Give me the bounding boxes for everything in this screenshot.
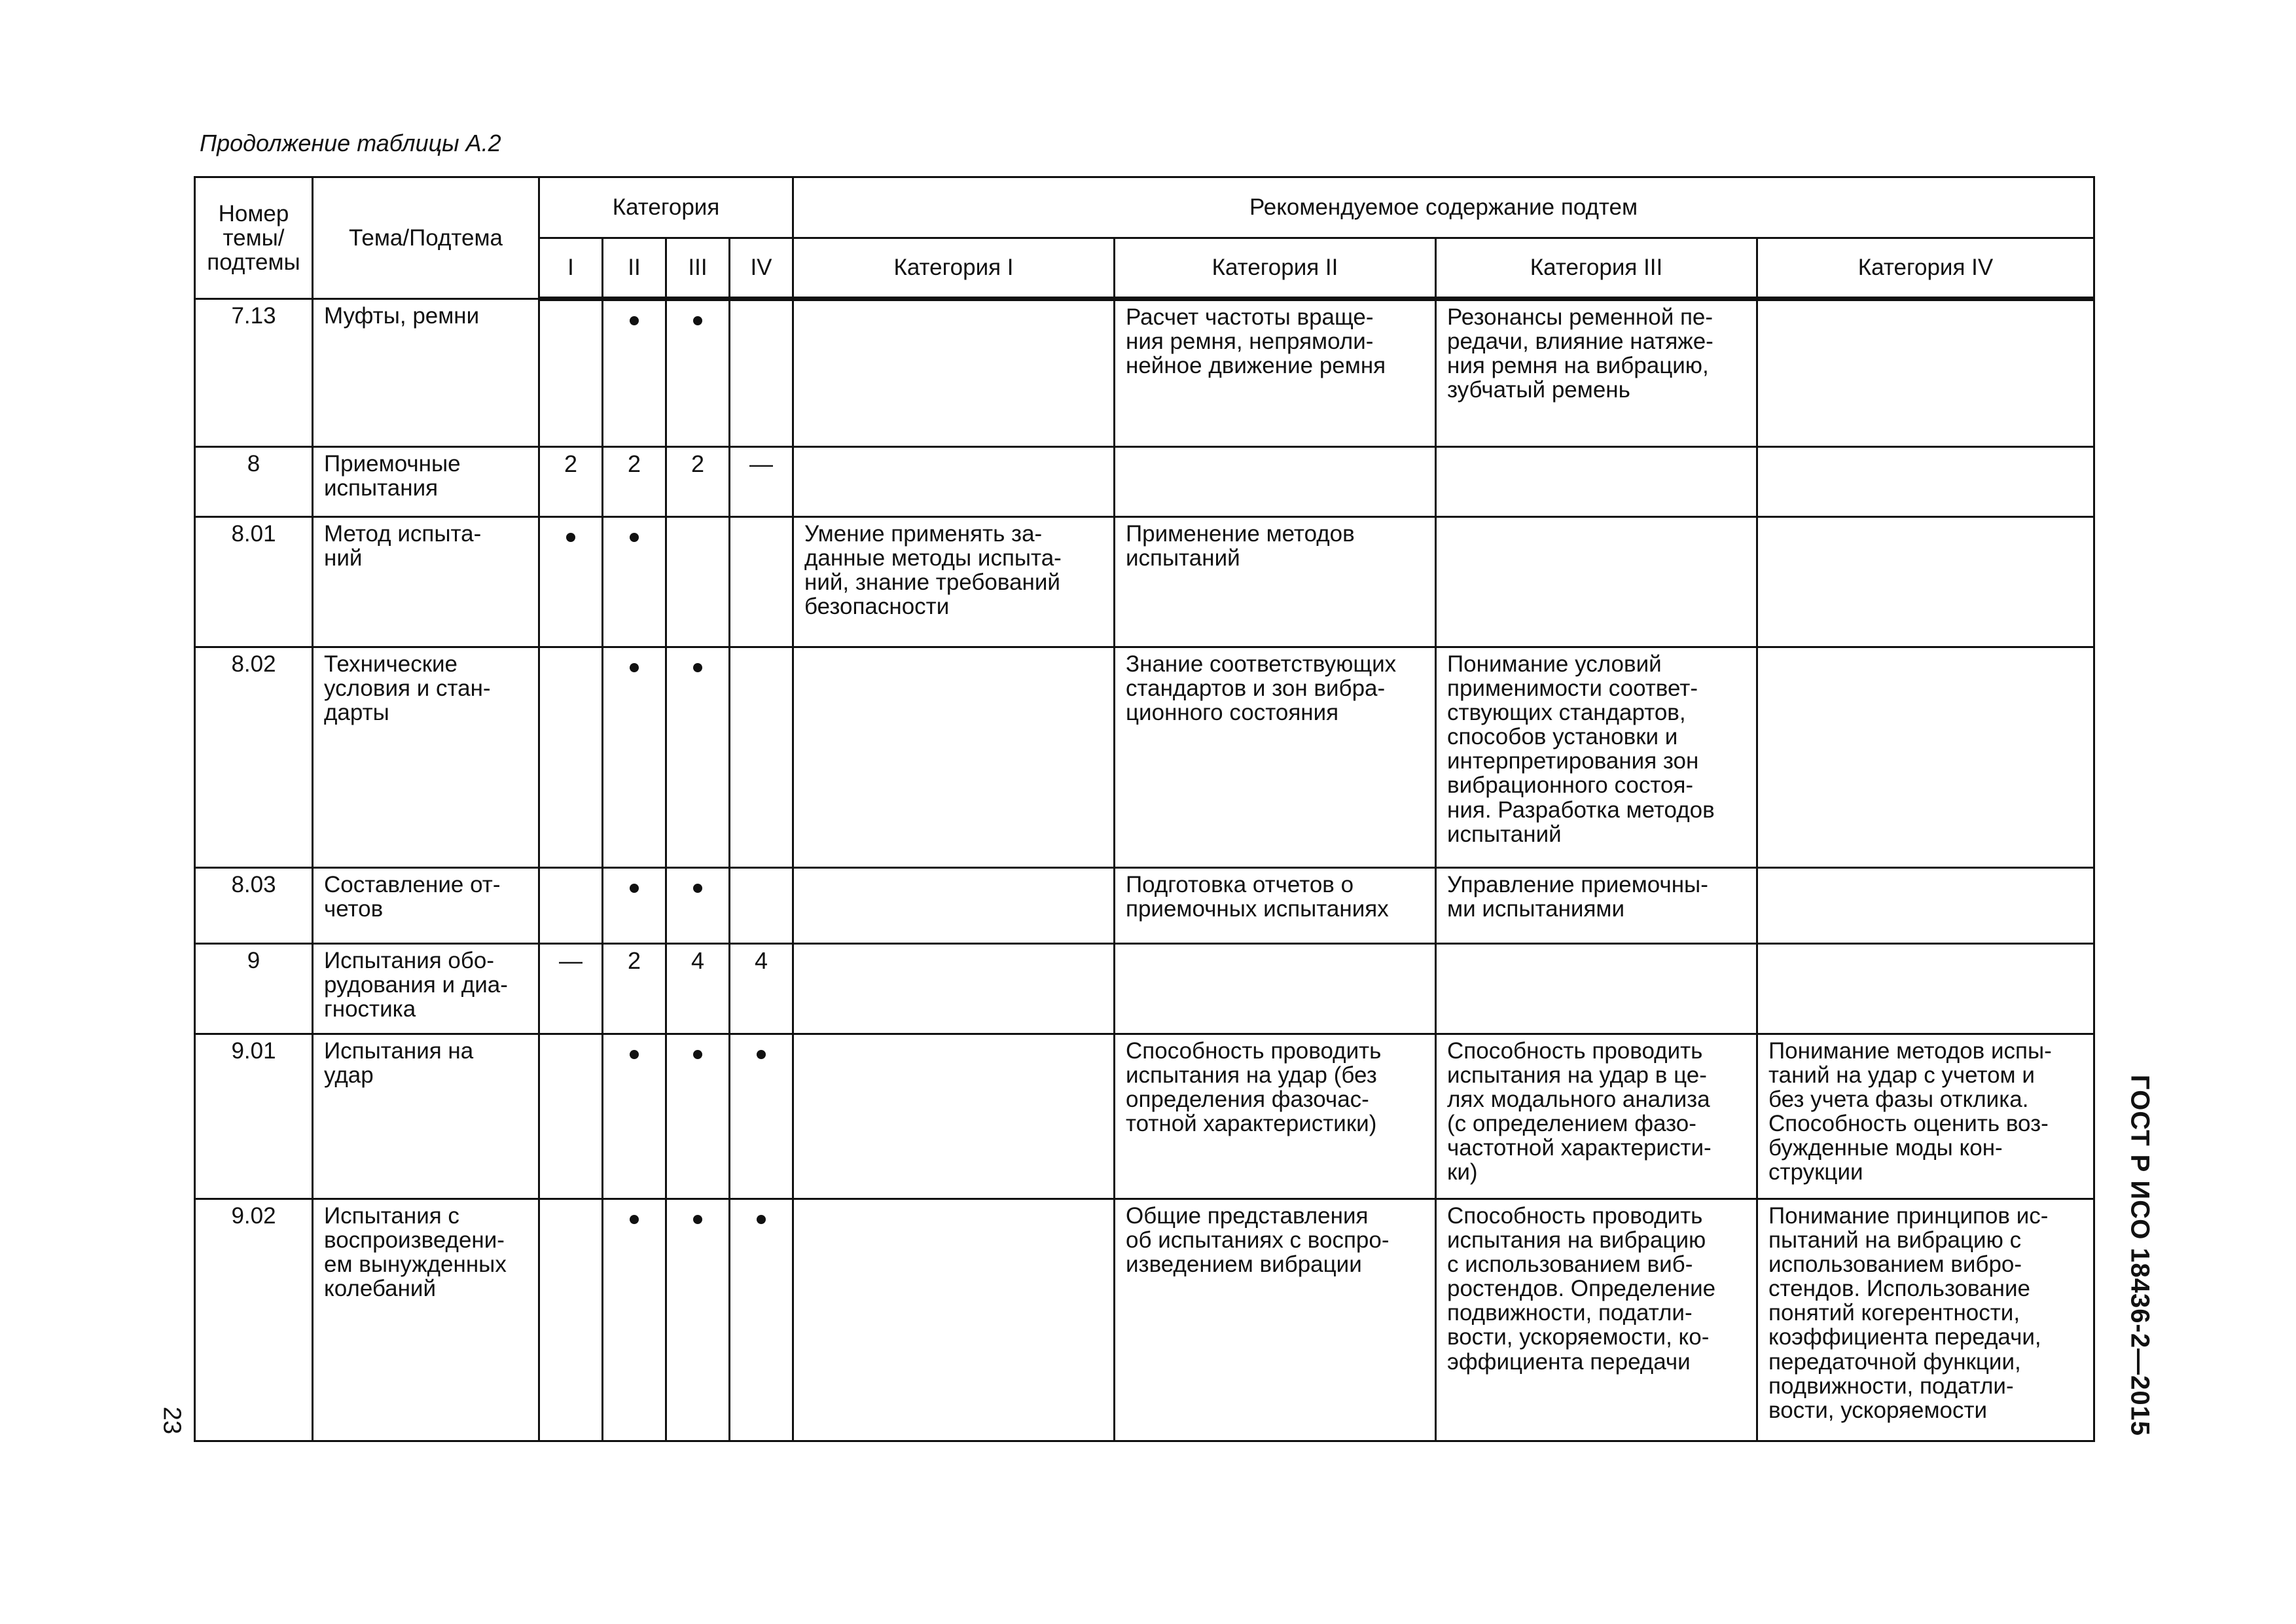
- bullet-mark: [630, 1215, 639, 1224]
- content-cat-i: Умение применять за- данные методы испыта- ний, знание требований безопасности: [793, 517, 1115, 647]
- table-row: [195, 447, 2094, 517]
- bullet-mark: [630, 663, 639, 672]
- cat-ii-mark: [603, 1034, 666, 1199]
- bullet-mark: [693, 1050, 702, 1059]
- row-topic: Составление от- четов: [313, 868, 539, 944]
- cat-i-mark: [539, 1034, 603, 1199]
- row-number: 8: [195, 447, 313, 517]
- cat-iv-mark: —: [730, 447, 793, 517]
- cat-iii-mark: [666, 868, 730, 944]
- content-cat-iii: [1436, 517, 1757, 647]
- row-number: 8.01: [195, 517, 313, 647]
- cat-ii-mark: [603, 647, 666, 868]
- content-cat-ii: Расчет частоты враще- ния ремня, непрямоли- нейное движение ремня: [1115, 299, 1436, 447]
- cat-ii-mark: [603, 868, 666, 944]
- row-number: 9: [195, 944, 313, 1034]
- cat-iv-mark: [730, 868, 793, 944]
- content-cat-ii: [1115, 944, 1436, 1034]
- content-cat-ii: Применение методов испытаний: [1115, 517, 1436, 647]
- row-number: 7.13: [195, 299, 313, 447]
- content-cat-i: [793, 647, 1115, 868]
- row-number: 9.01: [195, 1034, 313, 1199]
- content-cat-ii: Способность проводить испытания на удар (без определения фазочас- тотной характеристики): [1115, 1034, 1436, 1199]
- header-content-cat-i: Категория I: [793, 238, 1115, 299]
- header-content-cat-iv: Категория IV: [1757, 238, 2094, 299]
- content-cat-iii: Управление приемочны- ми испытаниями: [1436, 868, 1757, 944]
- table-row: [195, 1034, 2094, 1199]
- row-topic: Испытания обо- рудования и диа- гностика: [313, 944, 539, 1034]
- content-cat-i: [793, 1034, 1115, 1199]
- row-topic: Приемочные испытания: [313, 447, 539, 517]
- bullet-mark: [757, 1215, 766, 1224]
- cat-iv-mark: [730, 1199, 793, 1441]
- content-cat-ii: Подготовка отчетов о приемочных испытаниях: [1115, 868, 1436, 944]
- table-caption: Продолжение таблицы А.2: [200, 130, 501, 156]
- content-cat-i: [793, 1199, 1115, 1441]
- row-topic: Муфты, ремни: [313, 299, 539, 447]
- cat-ii-mark: [603, 299, 666, 447]
- cat-iii-mark: 2: [666, 447, 730, 517]
- content-cat-iv: [1757, 299, 2094, 447]
- table-row: [195, 299, 2094, 447]
- cat-iii-mark: [666, 1034, 730, 1199]
- cat-i-mark: [539, 1199, 603, 1441]
- cat-iv-mark: [730, 299, 793, 447]
- cat-iii-mark: 4: [666, 944, 730, 1034]
- row-number: 9.02: [195, 1199, 313, 1441]
- cat-i-mark: —: [539, 944, 603, 1034]
- row-topic: Испытания с воспроизведени- ем вынужденных колебаний: [313, 1199, 539, 1441]
- table-row: [195, 944, 2094, 1034]
- content-cat-ii: Знание соответствующих стандартов и зон вибра- ционного состояния: [1115, 647, 1436, 868]
- cat-iii-mark: [666, 647, 730, 868]
- content-cat-ii: [1115, 447, 1436, 517]
- table-row: [195, 1199, 2094, 1441]
- table-row: [195, 868, 2094, 944]
- bullet-mark: [693, 1215, 702, 1224]
- header-cat-i: I: [539, 238, 603, 299]
- bullet-mark: [566, 533, 575, 542]
- header-topic: Тема/Подтема: [313, 177, 539, 299]
- cat-iv-mark: 4: [730, 944, 793, 1034]
- table-row: [195, 647, 2094, 868]
- content-cat-iv: [1757, 517, 2094, 647]
- header-cat-iv: IV: [730, 238, 793, 299]
- page-number: [152, 1394, 191, 1447]
- cat-iv-mark: [730, 647, 793, 868]
- cat-i-mark: [539, 868, 603, 944]
- bullet-mark: [630, 533, 639, 542]
- content-cat-i: [793, 447, 1115, 517]
- requirements-table: [194, 176, 2095, 1442]
- bullet-mark: [693, 884, 702, 893]
- cat-ii-mark: 2: [603, 447, 666, 517]
- cat-ii-mark: [603, 1199, 666, 1441]
- standard-designation: [2113, 1059, 2166, 1452]
- bullet-mark: [630, 316, 639, 325]
- row-topic: Испытания на удар: [313, 1034, 539, 1199]
- content-cat-iv: [1757, 447, 2094, 517]
- row-number: 8.03: [195, 868, 313, 944]
- standard-label: ГОСТ Р ИСО 18436-2—2015: [2125, 1074, 2155, 1437]
- cat-iii-mark: [666, 517, 730, 647]
- cat-i-mark: [539, 647, 603, 868]
- row-topic: Метод испыта- ний: [313, 517, 539, 647]
- content-cat-i: [793, 299, 1115, 447]
- header-cat-ii: II: [603, 238, 666, 299]
- content-cat-iii: Понимание условий применимости соответ- ствующих стандартов, способов установки и интерпретирования зон вибрационного состоя- ния. Разработка методов испытаний: [1436, 647, 1757, 868]
- content-cat-iv: [1757, 868, 2094, 944]
- content-cat-iii: Способность проводить испытания на вибрацию с использованием виб- ростендов. Определение подвижности, податли- вости, ускоряемости, ко- эффициента передачи: [1436, 1199, 1757, 1441]
- cat-iii-mark: [666, 1199, 730, 1441]
- cat-iii-mark: [666, 299, 730, 447]
- content-cat-iv: [1757, 944, 2094, 1034]
- cat-i-mark: [539, 299, 603, 447]
- content-cat-i: [793, 868, 1115, 944]
- row-number: 8.02: [195, 647, 313, 868]
- content-cat-ii: Общие представления об испытаниях с воспро- изведением вибрации: [1115, 1199, 1436, 1441]
- bullet-mark: [630, 1050, 639, 1059]
- row-topic: Технические условия и стан- дарты: [313, 647, 539, 868]
- header-recommended-content: Рекомендуемое содержание подтем: [793, 177, 2094, 238]
- bullet-mark: [757, 1050, 766, 1059]
- header-content-cat-iii: Категория III: [1436, 238, 1757, 299]
- bullet-mark: [693, 316, 702, 325]
- cat-i-mark: [539, 517, 603, 647]
- header-cat-iii: III: [666, 238, 730, 299]
- cat-ii-mark: 2: [603, 944, 666, 1034]
- content-cat-iii: [1436, 944, 1757, 1034]
- header-content-cat-ii: Категория II: [1115, 238, 1436, 299]
- content-cat-iii: Способность проводить испытания на удар в це- лях модального анализа (с определением фазо- частотной характеристи- ки): [1436, 1034, 1757, 1199]
- content-cat-i: [793, 944, 1115, 1034]
- content-cat-iv: [1757, 647, 2094, 868]
- cat-iv-mark: [730, 517, 793, 647]
- bullet-mark: [693, 663, 702, 672]
- content-cat-iv: Понимание принципов ис- пытаний на вибрацию с использованием вибро- стендов. Использование понятий когерентности, коэффициента передачи, передаточной функции, подвижности, податли- вости, ускоряемости: [1757, 1199, 2094, 1441]
- bullet-mark: [630, 884, 639, 893]
- content-cat-iv: Понимание методов испы- таний на удар с учетом и без учета фазы отклика. Способность оценить воз- бужденные моды кон- струкции: [1757, 1034, 2094, 1199]
- header-category: Категория: [539, 177, 793, 238]
- cat-i-mark: 2: [539, 447, 603, 517]
- page-number-label: 23: [158, 1406, 186, 1435]
- cat-ii-mark: [603, 517, 666, 647]
- content-cat-iii: [1436, 447, 1757, 517]
- content-cat-iii: Резонансы ременной пе- редачи, влияние натяже- ния ремня на вибрацию, зубчатый ремень: [1436, 299, 1757, 447]
- header-number: Номер темы/ подтемы: [195, 177, 313, 299]
- table-row: [195, 517, 2094, 647]
- cat-iv-mark: [730, 1034, 793, 1199]
